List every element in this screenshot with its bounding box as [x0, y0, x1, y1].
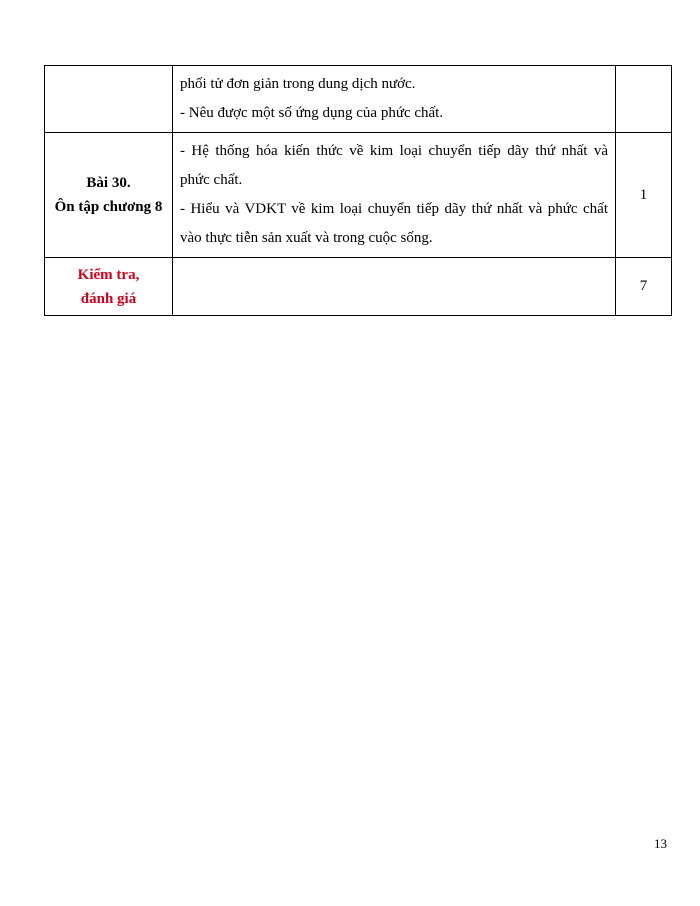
- description-line: phối tử đơn giản trong dung dịch nước.: [180, 76, 416, 92]
- lesson-number: Kiểm tra,: [77, 266, 140, 283]
- lesson-cell: [45, 133, 173, 258]
- periods-cell: 1: [616, 133, 672, 258]
- description-line: - Hệ thống hóa kiến thức về kim loại chuyển tiếp dãy thứ nhất và: [180, 143, 608, 159]
- periods-cell: 7: [616, 258, 672, 316]
- lesson-title: Ôn tập chương 8: [54, 199, 163, 215]
- description-line: - Hiểu và VDKT về kim loại chuyển tiếp dãy thứ nhất và phức chất: [180, 201, 608, 217]
- periods-cell: [616, 66, 672, 133]
- lesson-title: đánh giá: [80, 290, 137, 307]
- curriculum-table: [44, 65, 672, 316]
- description-cell: [173, 66, 616, 133]
- lesson-number: Bài 30.: [86, 175, 131, 191]
- description-line: - Nêu được một số ứng dụng của phức chất.: [180, 105, 444, 121]
- description-line: phức chất.: [180, 172, 243, 188]
- page-number: 13: [654, 836, 667, 851]
- lesson-cell: [45, 66, 173, 133]
- table-row: [45, 258, 672, 316]
- description-cell: [173, 258, 616, 316]
- description-line: vào thực tiễn sản xuất và trong cuộc sống.: [180, 230, 433, 246]
- table-row: [45, 66, 672, 133]
- description-cell: [173, 133, 616, 258]
- table-row: [45, 133, 672, 258]
- lesson-cell: [45, 258, 173, 316]
